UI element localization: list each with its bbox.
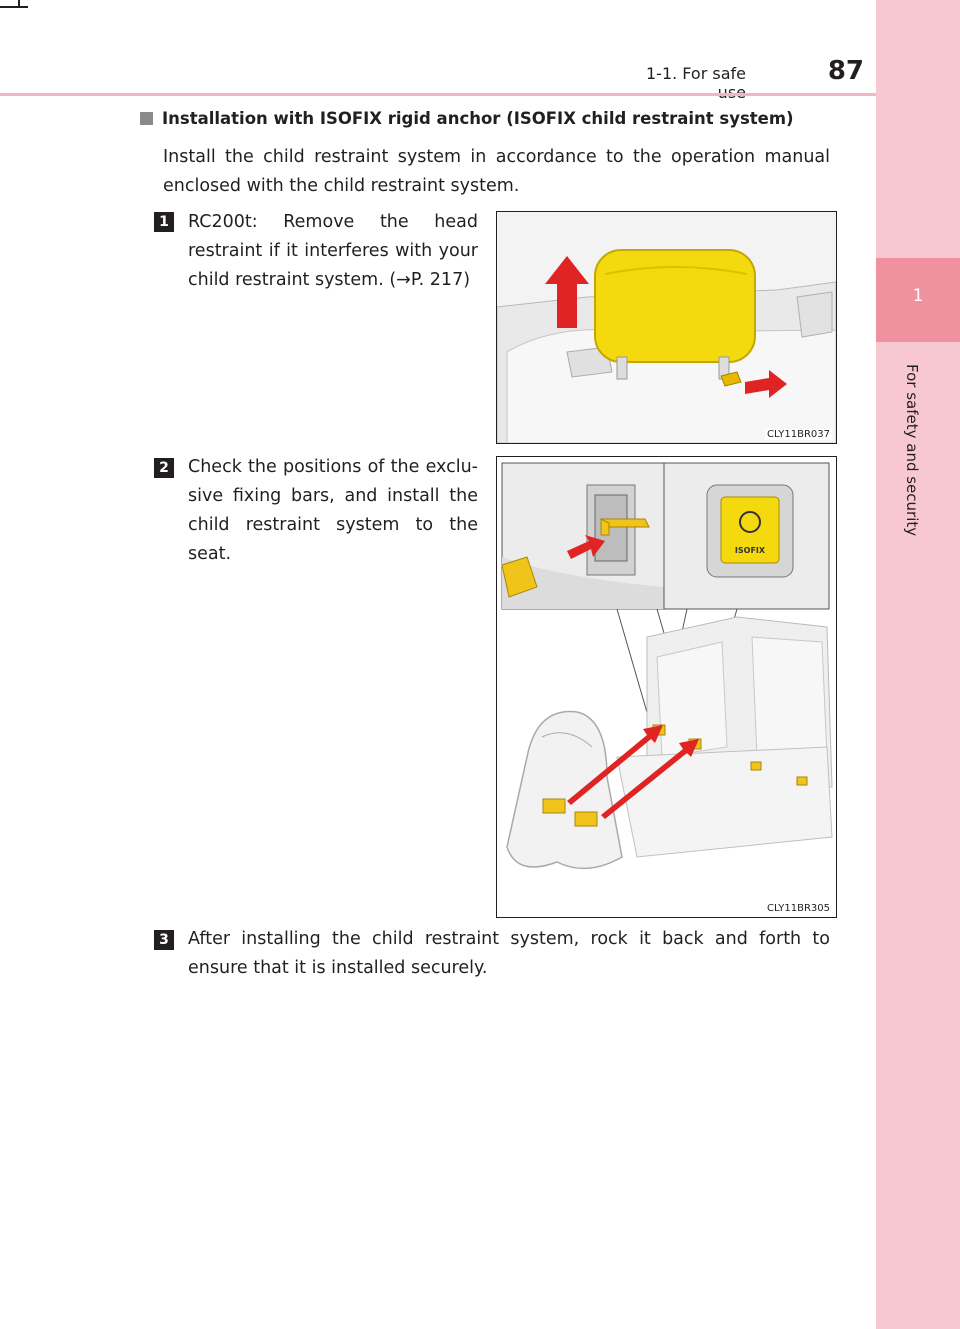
figure-code: CLY11BR305 [767,903,830,914]
header-section-title: 1-1. For safe [645,64,746,83]
figure-isofix-installation [496,456,837,918]
step-1-text: RC200t: Remove the head restraint if it interferes with your child restraint system. (→P. 217) [188,212,478,290]
step-number-2: 2 [154,458,174,478]
figure-code: CLY11BR037 [767,429,830,440]
intro-paragraph: Install the child restraint system in accordance to the operation manual enclosed with the child restraint system. [163,147,830,196]
head-restraint-illustration [497,212,836,443]
step-2-text: Check the positions of the exclu-sive fixing bars, and install the child restraint system to the seat. [188,457,478,564]
chapter-number: 1 [912,286,924,306]
section-heading-text: Installation with ISOFIX rigid anchor (ISOFIX child restraint system) [162,109,794,128]
isofix-illustration [497,457,836,917]
chapter-label: For safety and security [903,364,921,537]
step-3-text: After installing the child restraint system, rock it back and forth to ensure that it is installed securely. [188,929,830,978]
header-rule [0,93,876,96]
step-number-1: 1 [154,212,174,232]
step-number-3: 3 [154,930,174,950]
chapter-side-tab [876,0,960,1329]
square-bullet-icon [140,112,153,125]
page-number: 87 [827,56,864,86]
crop-mark [0,6,28,8]
figure-head-restraint [496,211,837,444]
section-heading [140,109,870,128]
isofix-symbol-label: ISOFIX [734,546,766,555]
